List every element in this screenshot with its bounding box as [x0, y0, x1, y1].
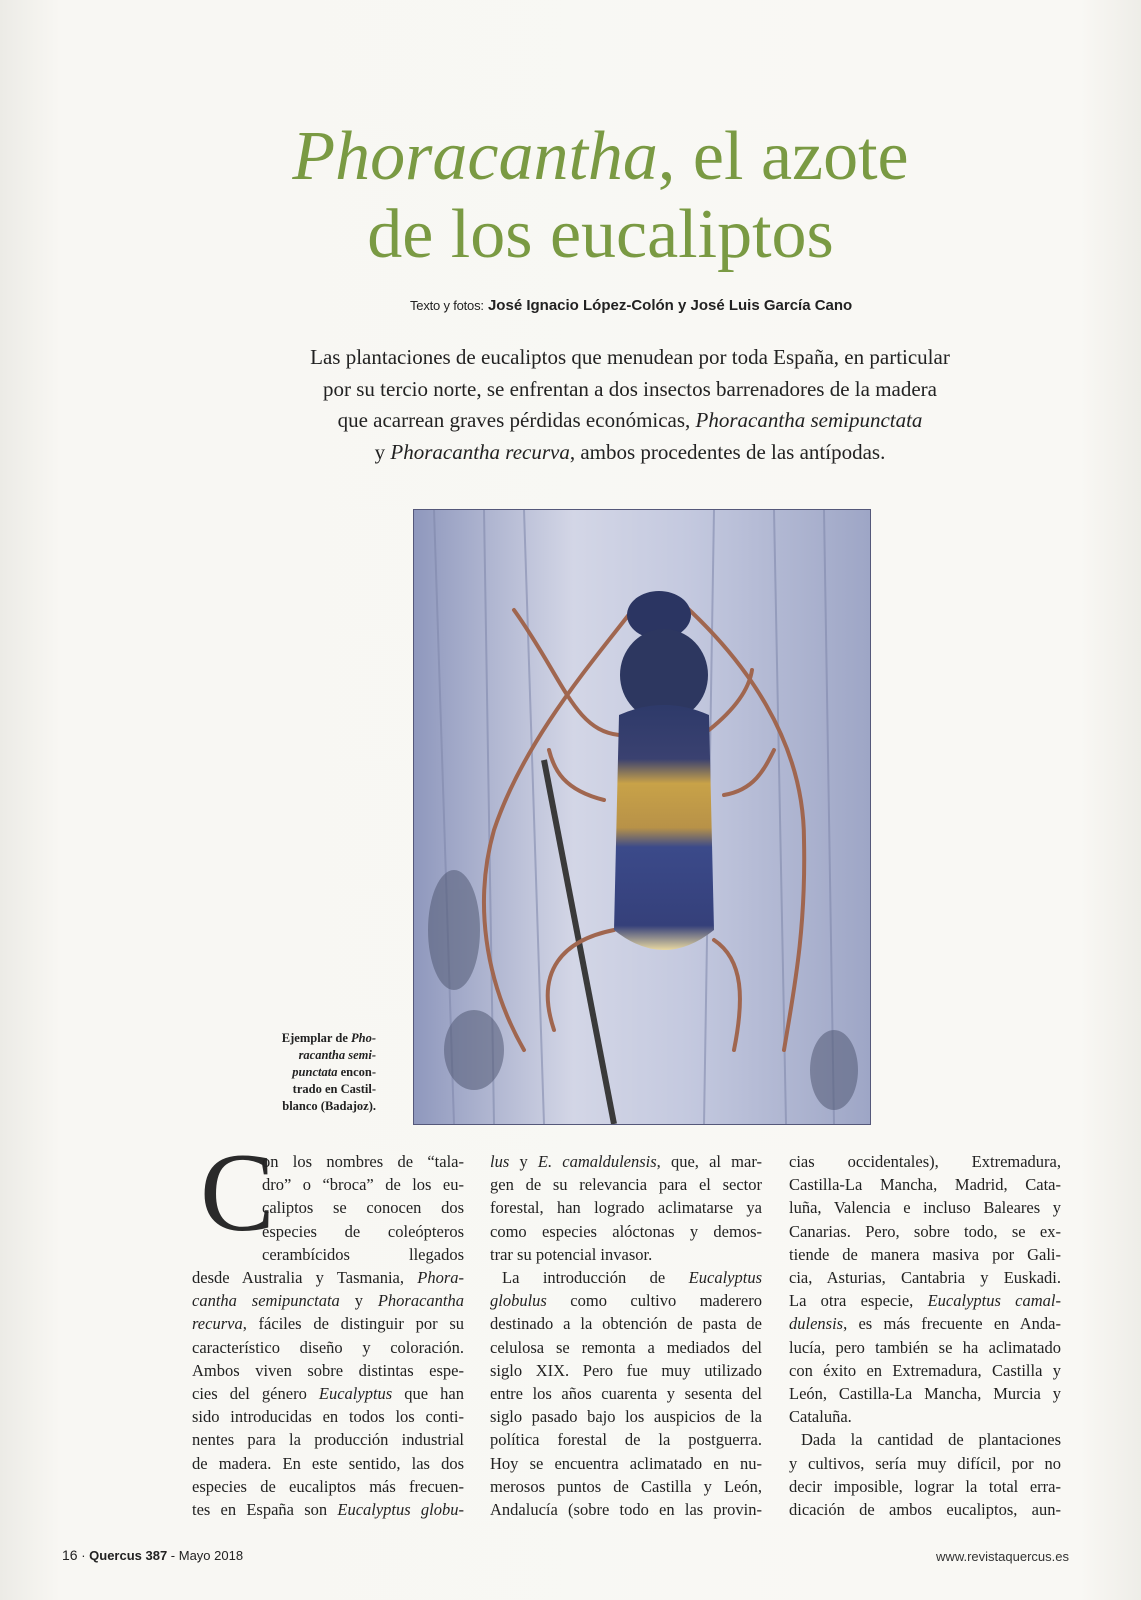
beetle-illustration: [414, 510, 870, 1124]
beetle-photo: [413, 509, 871, 1125]
article-title-line-2: de los eucaliptos: [367, 196, 834, 273]
lede-paragraph: [250, 342, 1010, 468]
lede-line: por su tercio norte, se enfrentan a dos insectos barrenadores de la madera: [323, 376, 937, 401]
body-column-3: cias occidentales), Extremadura, Castilla-La Mancha, Madrid, Cata- luña, Valencia e incluso Baleares y Canarias. Pero, sobre todo, se ex- tiende de manera masiva por Gali- cia, Asturias, Cantabria y Euskadi. La otra especie, Eucalyptus camal- dulensis, es más frecuente en Anda- lucía, pero también se ha aclimatado con éxito en Extremadura, Castilla y León, Castilla-La Mancha, Murcia y Cataluña. Dada la cantidad de plantaciones y cultivos, sería muy difícil, por no decir imposible, lograr la total erra- dicación de ambos eucaliptos, aun-: [789, 1152, 1061, 1520]
article-title-line-1: [30, 118, 1141, 196]
byline-authors: José Ignacio López-Colón y José Luis García Cano: [487, 297, 853, 314]
title-genus: Phoracantha: [292, 118, 658, 195]
byline-prefix: Texto y fotos:: [410, 298, 484, 313]
footer-url: www.revistaquercus.es: [936, 1549, 1069, 1564]
publication-name: Quercus 387: [89, 1548, 168, 1563]
lede-line: que acarrean graves pérdidas económicas, Phoracantha semipunctata: [337, 408, 923, 432]
page-number: 16: [62, 1547, 78, 1563]
photo-caption: Ejemplar de Pho- racantha semi- punctata encon- trado en Castil- blanco (Badajoz).: [281, 1031, 376, 1113]
drop-cap: C: [200, 1131, 275, 1255]
issue-date: Mayo 2018: [178, 1548, 244, 1563]
footer-folio: 16 · Quercus 387 - Mayo 2018: [62, 1547, 244, 1563]
title-rest: , el azote: [657, 118, 909, 195]
body-column-2: lus y E. camaldulensis, que, al mar- gen de su relevancia para el sector forestal, han logrado aclimatarse ya como especies alóctonas y demos- trar su potencial invasor. La introducción de Eucalyptus globulus como cultivo maderero destinado a la obtención de pasta de celulosa se remonta a mediados del siglo XIX. Pero fue muy utilizado entre los años cuarenta y sesenta del siglo pasado bajo los auspicios de la política forestal de la postguerra. Hoy se encuentra aclimatado en nu- merosos puntos de Castilla y León, Andalucía (sobre todo en las provin-: [490, 1152, 762, 1520]
byline: [410, 297, 970, 314]
lede-line: Las plantaciones de eucaliptos que menudean por toda España, en particular: [310, 345, 950, 369]
lede-line: y Phoracantha recurva, ambos procedentes de las antípodas.: [374, 439, 886, 464]
body-column-1: on los nombres de “tala- dro” o “broca” de los eu- caliptos se conocen dos especies de coleópteros cerambícidos llegados desde Australia y Tasmania, Phora- cantha semipunctata y Phoracantha recurva, fáciles de distinguir por su característico diseño y coloración. Ambos viven sobre distintas espe- cies del género Eucalyptus que han sido introducidas en todos los conti- nentes para la producción industrial de madera. En este sentido, las dos especies de eucaliptos más frecuen- tes en España son Eucalyptus globu-: [192, 1152, 464, 1520]
